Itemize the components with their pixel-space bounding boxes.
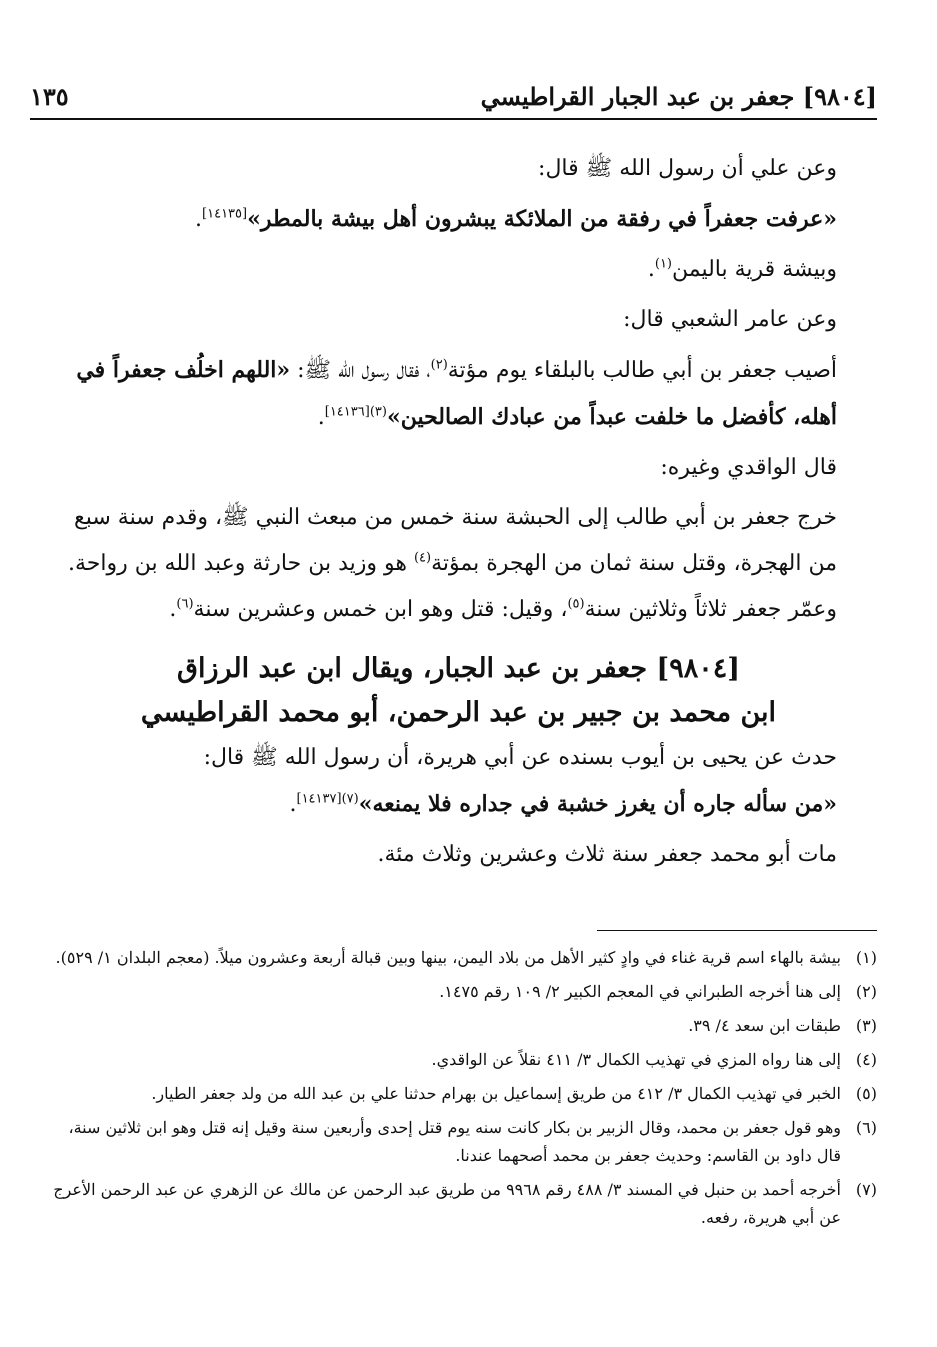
footnote-text: بيشة بالهاء اسم قرية غناء في وادٍ كثير الأهل من بلاد اليمن، بينها وبين قبالة أربعة وعشرون ميلاً. (معجم البلدان ١/ ٥٢٩). xyxy=(55,948,841,967)
footnotes xyxy=(40,944,877,1238)
footnote-mark: (٥) xyxy=(567,596,585,612)
text: خرج جعفر بن أبي طالب إلى الحبشة سنة خمس من مبعث النبي ﷺ، وقدم سنة سبع من الهجرة، وقتل سنة ثمان من الهجرة بمؤتة xyxy=(74,505,837,576)
text: وعن عامر الشعبي قال: xyxy=(623,307,837,332)
footnote xyxy=(40,1080,877,1108)
footnote xyxy=(40,1012,877,1040)
header-title: [٩٨٠٤] جعفر بن عبد الجبار القراطيسي xyxy=(480,82,877,111)
text: ، وقيل: قتل وهو ابن خمس وعشرين سنة xyxy=(193,597,568,622)
footnote-number: (٦) xyxy=(855,1118,877,1137)
paragraph xyxy=(40,445,877,491)
hadith-paragraph xyxy=(40,196,877,243)
hadith-paragraph xyxy=(40,781,877,828)
footnote-number: (٢) xyxy=(855,982,877,1001)
hadith-ref: [١٤١٣٧] xyxy=(296,791,342,807)
header-rule xyxy=(30,118,877,120)
footnote-rule xyxy=(597,930,877,931)
page-number: ١٣٥ xyxy=(30,82,69,111)
text: ، فقال رسول الله ﷺ: xyxy=(297,358,431,383)
text: حدث عن يحيى بن أيوب بسنده عن أبي هريرة، أن رسول الله ﷺ قال: xyxy=(203,745,837,770)
section-title xyxy=(40,647,877,735)
hadith-ref: [١٤١٣٥] xyxy=(202,206,248,222)
footnote-text: إلى هنا أخرجه الطبراني في المعجم الكبير ٢/ ١٠٩ رقم ١٤٧٥. xyxy=(439,982,841,1001)
footnote-text: الخبر في تهذيب الكمال ٣/ ٤١٢ من طريق إسماعيل بن بهرام حدثنا علي بن عبد الله من ولد جعفر الطيار. xyxy=(151,1084,841,1103)
paragraph xyxy=(40,247,877,293)
running-header xyxy=(30,82,877,118)
footnote-text: طبقات ابن سعد ٤/ ٣٩. xyxy=(688,1016,841,1035)
footnote-number: (١) xyxy=(855,948,877,967)
paragraph xyxy=(40,495,877,633)
text: مات أبو محمد جعفر سنة ثلاث وعشرين وثلاث مئة. xyxy=(377,842,837,867)
hadith-quote: «اللهم اخلُف جعفراً في أهله، كأفضل ما خلفت عبداً من عبادك الصالحين» xyxy=(76,357,837,430)
text: وعن علي أن رسول الله ﷺ قال: xyxy=(538,156,837,181)
hadith-ref: [١٤١٣٦] xyxy=(324,404,370,420)
text: أصيب جعفر بن أبي طالب بالبلقاء يوم مؤتة xyxy=(447,358,837,383)
footnote-mark: (٣) xyxy=(369,404,387,420)
paragraph xyxy=(40,146,877,192)
punct: . xyxy=(647,257,655,282)
paragraph xyxy=(40,347,877,441)
footnote-mark: (١) xyxy=(654,256,672,272)
punct: . xyxy=(195,207,203,232)
footnote xyxy=(40,944,877,972)
footnote-mark: (٧) xyxy=(341,791,359,807)
text: هو وزيد بن حارثة وعبد الله بن رواحة. وعمّر جعفر ثلاثاً وثلاثين سنة xyxy=(67,551,837,622)
footnote-mark: (٤) xyxy=(413,550,432,566)
paragraph xyxy=(40,832,877,878)
footnote-text: وهو قول جعفر بن محمد، وقال الزبير بن بكار كانت سنه يوم قتل إحدى وأربعين سنة وقيل إنه قتل وهو ابن ثلاثين سنة، قال داود بن القاسم: وحديث جعفر بن محمد أصحهما عندنا. xyxy=(68,1118,841,1165)
footnote-text: أخرجه أحمد بن حنبل في المسند ٣/ ٤٨٨ رقم ٩٩٦٨ من طريق عبد الرحمن عن مالك عن الزهري عن عبد الرحمن الأعرج عن أبي هريرة، رفعه. xyxy=(53,1180,841,1227)
footnote-number: (٧) xyxy=(855,1180,877,1199)
footnote xyxy=(40,1046,877,1074)
section-title-line: [٩٨٠٤] جعفر بن عبد الجبار، ويقال ابن عبد الرزاق xyxy=(177,653,740,684)
punct: . xyxy=(317,405,325,430)
footnote-text: إلى هنا رواه المزي في تهذيب الكمال ٣/ ٤١١ نقلاً عن الواقدي. xyxy=(431,1050,841,1069)
footnote-mark: (٦) xyxy=(176,596,194,612)
paragraph xyxy=(40,735,877,781)
footnote xyxy=(40,978,877,1006)
punct: . xyxy=(169,597,177,622)
footnote-number: (٥) xyxy=(855,1084,877,1103)
footnote-number: (٣) xyxy=(855,1016,877,1035)
footnote xyxy=(40,1114,877,1170)
main-text xyxy=(40,146,877,878)
footnote-mark: (٢) xyxy=(430,357,448,373)
paragraph xyxy=(40,297,877,343)
section-title-line: ابن محمد بن جبير بن عبد الرحمن، أبو محمد القراطيسي xyxy=(140,697,777,728)
punct: . xyxy=(289,792,297,817)
hadith-quote: «عرفت جعفراً في رفقة من الملائكة يبشرون أهل بيشة بالمطر» xyxy=(247,206,837,232)
text: وبيشة قرية باليمن xyxy=(672,257,837,282)
footnote xyxy=(40,1176,877,1232)
text: قال الواقدي وغيره: xyxy=(660,455,837,480)
footnote-number: (٤) xyxy=(855,1050,877,1069)
hadith-quote: «من سأله جاره أن يغرز خشبة في جداره فلا يمنعه» xyxy=(358,791,837,817)
